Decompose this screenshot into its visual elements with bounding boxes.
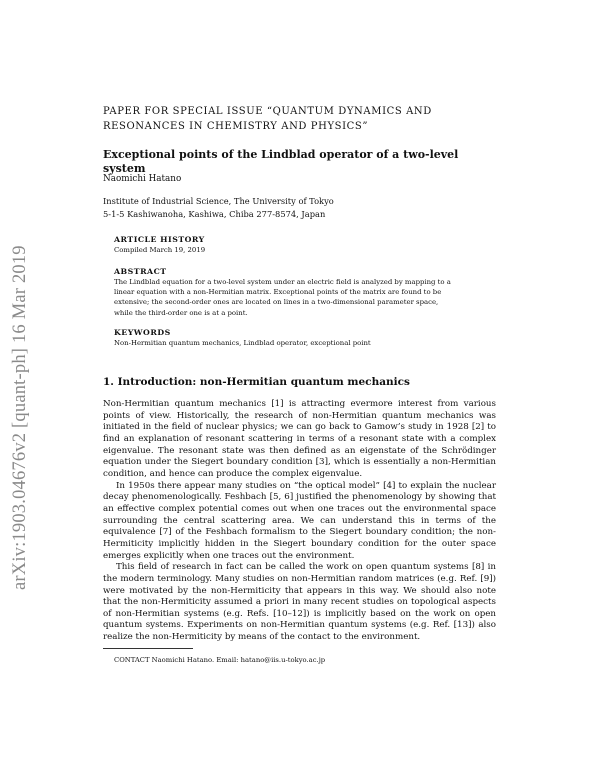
section-heading: 1. Introduction: non-Hermitian quantum mechanics: [103, 376, 410, 388]
affiliation-line-2: 5-1-5 Kashiwanoha, Kashiwa, Chiba 277-8574, Japan: [103, 208, 326, 219]
affiliation-line-1: Institute of Industrial Science, The University of Tokyo: [103, 196, 334, 206]
keywords-heading: KEYWORDS: [114, 328, 171, 337]
article-history: [114, 234, 459, 255]
abstract: [114, 266, 459, 318]
abstract-text: The Lindblad equation for a two-level system under an electric field is analyzed by mapping to a linear equation with a non-Hermitian matrix. Exceptional points of the matrix are found to be extensive; the second-order ones are located on lines in a two-dimensional parameter space, while the third-order one is at a point.: [114, 278, 451, 317]
keywords: [114, 327, 459, 348]
author-affiliation: [103, 195, 403, 220]
paragraph: In 1950s there appear many studies on “the optical model” [4] to explain the nuclear decay phenomenologically. Feshbach [5, 6] justified the phenomenology by showing that an effective complex potential comes out when one traces out the environmental space surrounding the central scattering area. We can understand this in terms of the equivalence [7] of the Feshbach formalism to the Siegert boundary condition; the non-Hermiticity implicitly hidden in the Siegert boundary condition for the outer space emerges explicitly when one traces out the environment.: [103, 480, 496, 561]
footnote-divider: [103, 648, 193, 649]
author-name: Naomichi Hatano: [103, 174, 182, 184]
article-history-text: Compiled March 19, 2019: [114, 246, 206, 254]
paragraph: Non-Hermitian quantum mechanics [1] is attracting evermore interest from various points of view. Historically, the research of non-Hermitian quantum mechanics was initiated in the field of nuclear physics; we can go back to Gamow’s study in 1928 [2] to find an explanation of resonant scattering in terms of a resonant state with a complex eigenvalue. The resonant state was then defined as an eigenstate of the Schrödinger equation under the Siegert boundary condition [3], which is essentially a non-Hermitian condition, and hence can produce the complex eigenvalue.: [103, 399, 496, 479]
paragraph: This field of research in fact can be called the work on open quantum systems [8] in the modern terminology. Many studies on non-Hermitian random matrices (e.g. Ref. [9]) were motivated by the non-Hermiticity that appears in this way. We should also note that the non-Hermiticity assumed a priori in many recent studies on topological aspects of non-Hermitian systems (e.g. Refs. [10–12]) is implicitly based on the work on open quantum systems. Experiments on non-Hermitian quantum systems (e.g. Ref. [13]) also realize the non-Hermiticity by means of the contact to the environment.: [103, 562, 496, 643]
contact-footnote: CONTACT Naomichi Hatano. Email: hatano@iis.u-tokyo.ac.jp: [114, 656, 326, 664]
article-history-heading: ARTICLE HISTORY: [114, 235, 205, 244]
arxiv-identifier: arXiv:1903.04676v2 [quant-ph] 16 Mar 2019: [10, 245, 30, 590]
paper-title: Exceptional points of the Lindblad operator of a two-level system: [103, 148, 459, 175]
special-issue-header: PAPER FOR SPECIAL ISSUE “QUANTUM DYNAMICS AND RESONANCES IN CHEMISTRY AND PHYSICS”: [103, 106, 432, 132]
body-text: [103, 399, 496, 644]
keywords-text: Non-Hermitian quantum mechanics, Lindblad operator, exceptional point: [114, 339, 371, 347]
abstract-heading: ABSTRACT: [114, 267, 167, 276]
